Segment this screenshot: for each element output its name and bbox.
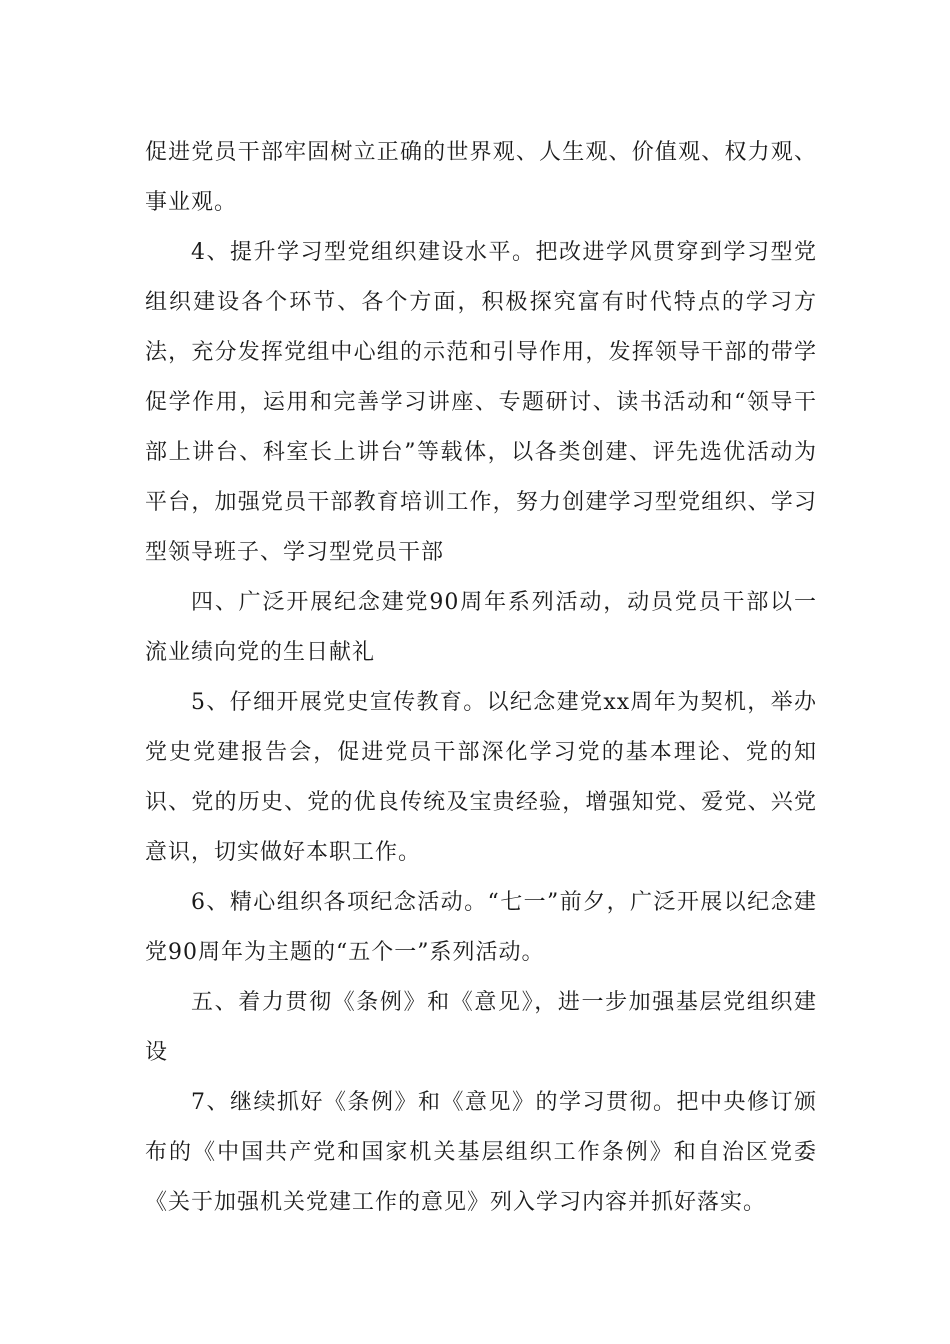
paragraph-3: 5、仔细开展党史宣传教育。以纪念建党xx周年为契机，举办党史党建报告会，促进党员干部深化学习党的基本理论、党的知识、党的历史、党的优良传统及宝贵经验，增强知党、爱党、兴党意识，切实做好本职工作。 xyxy=(145,690,817,865)
heading-section-4: 四、广泛开展纪念建党90周年系列活动，动员党员干部以一流业绩向党的生日献礼 xyxy=(145,590,817,665)
paragraph-5: 7、继续抓好《条例》和《意见》的学习贯彻。把中央修订颁布的《中国共产党和国家机关基层组织工作条例》和自治区党委《关于加强机关党建工作的意见》列入学习内容并抓好落实。 xyxy=(145,1090,817,1215)
paragraph-2: 4、提升学习型党组织建设水平。把改进学风贯穿到学习型党组织建设各个环节、各个方面，积极探究富有时代特点的学习方法，充分发挥党组中心组的示范和引导作用，发挥领导干部的带学促学作用，运用和完善学习讲座、专题研讨、读书活动和“领导干部上讲台、科室长上讲台”等载体，以各类创建、评先选优活动为平台，加强党员干部教育培训工作，努力创建学习型党组织、学习型领导班子、学习型党员干部 xyxy=(145,240,817,565)
paragraph-4: 6、精心组织各项纪念活动。“七一”前夕，广泛开展以纪念建党90周年为主题的“五个一”系列活动。 xyxy=(145,890,817,965)
document-body xyxy=(145,128,817,1228)
heading-section-5: 五、着力贯彻《条例》和《意见》，进一步加强基层党组织建设 xyxy=(145,990,817,1065)
paragraph-1: 促进党员干部牢固树立正确的世界观、人生观、价值观、权力观、事业观。 xyxy=(145,140,817,215)
